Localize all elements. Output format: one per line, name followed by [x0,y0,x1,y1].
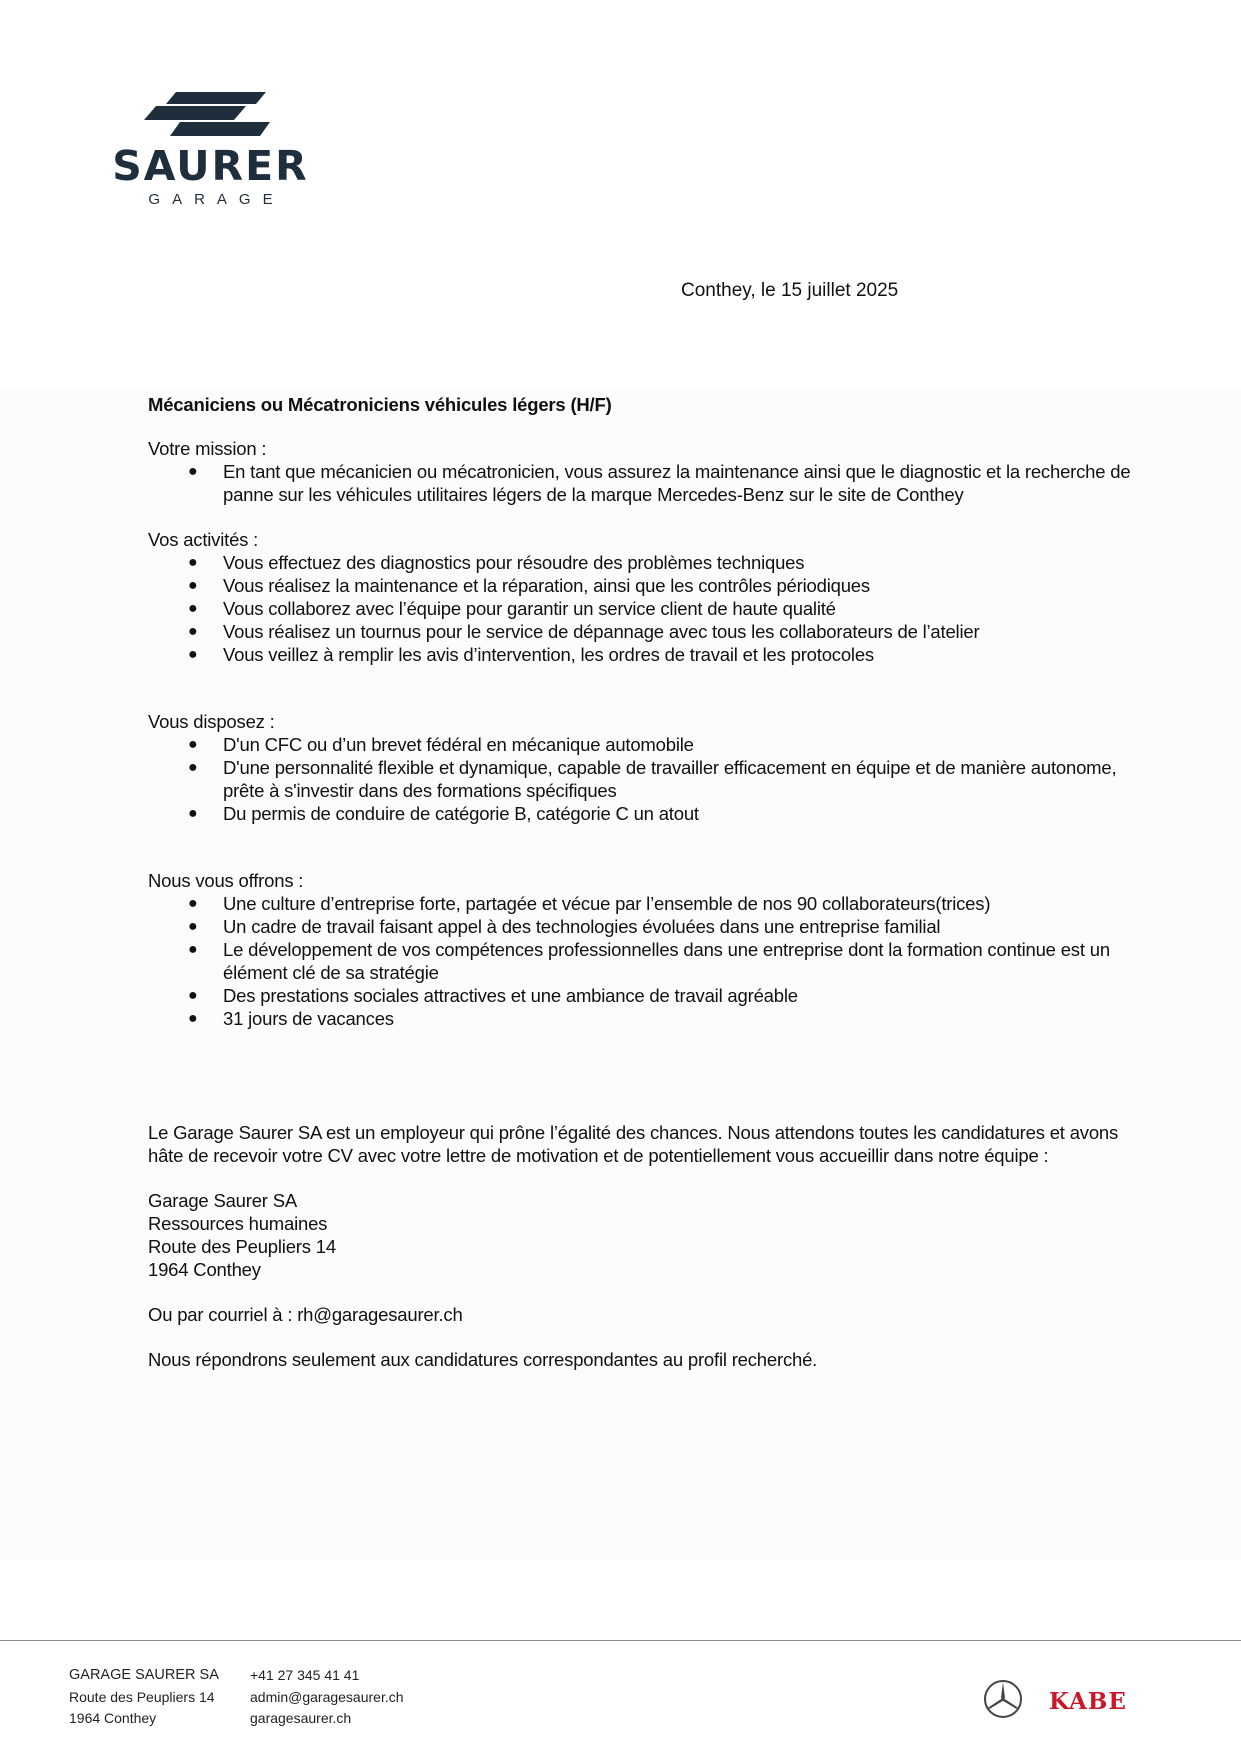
activities-section [148,528,1138,666]
list-item: ● Vous réalisez la maintenance et la réparation, ainsi que les contrôles périodiques [188,575,870,596]
activities-list [148,551,1138,666]
bullet-icon: ● [188,736,198,753]
job-title: Mécaniciens ou Mécatroniciens véhicules légers (H/F) [148,394,612,415]
list-item: ● Vous réalisez un tournus pour le service de dépannage avec tous les collaborateurs de l’atelier [188,621,980,642]
list-item: ● En tant que mécanicien ou mécatronicien, vous assurez la maintenance ainsi que le diagnostic et la recherche de panne sur les véhicules utilitaires légers de la marque Mercedes-Benz sur le site de Conthey [188,461,1131,505]
bullet-icon: ● [188,759,198,776]
section-heading: Votre mission : [148,438,267,459]
footer-email[interactable]: admin@garagesaurer.ch [250,1688,404,1705]
footer-divider [0,1640,1241,1641]
mercedes-star-icon [983,1679,1023,1719]
list-item: ● D'un CFC ou d’un brevet fédéral en mécanique automobile [188,734,694,755]
mission-list [148,460,1138,506]
list-item: ● Vous effectuez des diagnostics pour résoudre des problèmes techniques [188,552,805,573]
saurer-garage-logo [88,90,338,210]
bullet-icon: ● [188,805,198,822]
list-item: ● Des prestations sociales attractives et une ambiance de travail agréable [188,985,798,1006]
bullet-icon: ● [188,646,198,663]
footer-phone: +41 27 345 41 41 [250,1667,360,1683]
bullet-icon: ● [188,987,198,1004]
list-item: ● Vous veillez à remplir les avis d’intervention, les ordres de travail et les protocoles [188,644,874,665]
footer-city: 1964 Conthey [69,1710,157,1726]
footer-company-block [69,1665,219,1730]
footer-contact-block [250,1665,404,1730]
profile-section [148,710,1138,825]
logo-subtitle: GARAGE [148,191,285,208]
list-item: ● Le développement de vos compétences professionnelles dans une entreprise dont la formation continue est un élément clé de sa stratégie [188,939,1110,983]
section-heading: Nous vous offrons : [148,870,304,891]
letter-date: Conthey, le 15 juillet 2025 [681,280,899,301]
footer-company: GARAGE SAURER SA [69,1667,219,1683]
address-line: 1964 Conthey [148,1259,261,1280]
bullet-icon: ● [188,623,198,640]
address-line: Garage Saurer SA [148,1190,297,1211]
bullet-icon: ● [188,463,198,480]
list-item: ● 31 jours de vacances [188,1008,394,1029]
bullet-icon: ● [188,554,198,571]
email-line: Ou par courriel à : rh@garagesaurer.ch [148,1304,463,1325]
bullet-icon: ● [188,918,198,935]
bullet-icon: ● [188,577,198,594]
offer-section [148,869,1138,1030]
address-line: Ressources humaines [148,1213,328,1234]
list-item: ● D'une personnalité flexible et dynamique, capable de travailler efficacement en équipe et de manière autonome, prête à s'investir dans des formations spécifiques [188,757,1117,801]
mission-section [148,437,1138,506]
footer-website[interactable]: garagesaurer.ch [250,1710,352,1726]
offer-list [148,892,1138,1030]
list-item: ● Vous collaborez avec l’équipe pour garantir un service client de haute qualité [188,598,836,619]
list-item: ● Une culture d’entreprise forte, partagée et vécue par l’ensemble de nos 90 collaborateurs(trices) [188,893,991,914]
section-heading: Vous disposez : [148,711,275,732]
footer-street: Route des Peupliers 14 [69,1688,215,1705]
closing-note: Nous répondrons seulement aux candidatures correspondantes au profil recherché. [148,1349,818,1370]
kabe-logo: KABE [1049,1688,1127,1715]
bullet-icon: ● [188,1010,198,1027]
bullet-icon: ● [188,895,198,912]
list-item: ● Du permis de conduire de catégorie B, catégorie C un atout [188,803,699,824]
logo-wordmark: SAURER [112,142,309,190]
list-item: ● Un cadre de travail faisant appel à des technologies évoluées dans une entreprise familial [188,916,941,937]
section-heading: Vos activités : [148,529,259,550]
job-posting-body [148,393,1138,1371]
profile-list [148,733,1138,825]
bullet-icon: ● [188,941,198,958]
saurer-s-mark-icon [88,90,338,150]
closing-intro: Le Garage Saurer SA est un employeur qui prône l’égalité des chances. Nous attendons toutes les candidatures et avons hâte de recevoir votre CV avec votre lettre de motivation et de potentiellement vous accueillir dans notre équipe : [148,1122,1119,1166]
address-line: Route des Peupliers 14 [148,1236,336,1257]
bullet-icon: ● [188,600,198,617]
